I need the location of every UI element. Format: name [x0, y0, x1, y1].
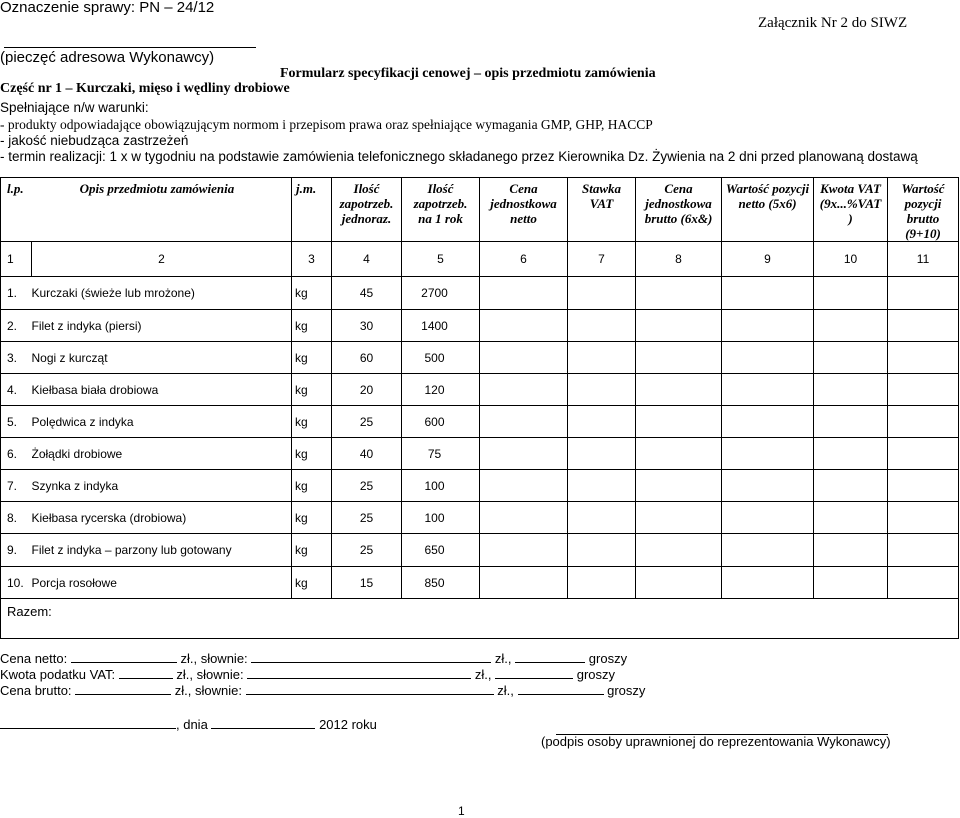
- row-value-brutto-input[interactable]: [888, 374, 959, 406]
- table-row: [1, 277, 959, 310]
- header-vat-rate: Stawka VAT: [568, 178, 636, 242]
- netto-label: Cena netto:: [0, 651, 68, 666]
- row-vat-amount-input[interactable]: [814, 310, 888, 342]
- row-value-brutto-input[interactable]: [888, 406, 959, 438]
- table-row: [1, 438, 959, 470]
- row-lp: 3.: [1, 342, 32, 374]
- stamp-signature-line: [4, 47, 256, 48]
- row-vat-amount-input[interactable]: [814, 374, 888, 406]
- row-price-netto-input[interactable]: [480, 277, 568, 310]
- row-qty-once: 25: [332, 470, 402, 502]
- stamp-label: (pieczęć adresowa Wykonawcy): [0, 49, 215, 66]
- row-value-netto-input[interactable]: [722, 342, 814, 374]
- row-price-netto-input[interactable]: [480, 310, 568, 342]
- row-qty-year: 1400: [402, 310, 480, 342]
- row-value-brutto-input[interactable]: [888, 438, 959, 470]
- row-lp: 10.: [1, 567, 32, 599]
- brutto-amount-field[interactable]: [75, 684, 171, 695]
- row-name: Filet z indyka (piersi): [32, 310, 292, 342]
- total-label: Razem:: [1, 599, 959, 639]
- row-vat-input[interactable]: [568, 342, 636, 374]
- row-value-brutto-input[interactable]: [888, 310, 959, 342]
- column-number-row: [1, 242, 959, 277]
- row-unit: kg: [292, 277, 332, 310]
- row-value-brutto-input[interactable]: [888, 470, 959, 502]
- column-number: 4: [332, 242, 402, 277]
- row-qty-year: 650: [402, 534, 480, 567]
- row-qty-year: 850: [402, 567, 480, 599]
- brutto-zl-label: zł.,: [497, 683, 514, 698]
- row-value-brutto-input[interactable]: [888, 534, 959, 567]
- row-lp: 6.: [1, 438, 32, 470]
- header-value-brutto: Wartość pozycji brutto (9+10): [888, 178, 959, 242]
- row-unit: kg: [292, 470, 332, 502]
- row-vat-amount-input[interactable]: [814, 502, 888, 534]
- row-qty-year: 100: [402, 470, 480, 502]
- row-value-brutto-input[interactable]: [888, 342, 959, 374]
- place-field[interactable]: [0, 718, 176, 729]
- brutto-groszy-field[interactable]: [518, 684, 604, 695]
- brutto-groszy-label: groszy: [607, 683, 646, 698]
- netto-words-field[interactable]: [251, 652, 491, 663]
- summary-vat: [0, 667, 615, 682]
- row-price-netto-input[interactable]: [480, 438, 568, 470]
- row-vat-input[interactable]: [568, 438, 636, 470]
- vat-groszy-label: groszy: [576, 667, 616, 682]
- row-value-netto-input[interactable]: [722, 374, 814, 406]
- row-lp: 2.: [1, 310, 32, 342]
- table-row: [1, 374, 959, 406]
- total-row: [1, 599, 959, 639]
- row-price-brutto-input[interactable]: [636, 438, 722, 470]
- requirement-line: Spełniające n/w warunki:: [0, 100, 149, 115]
- row-value-netto-input[interactable]: [722, 470, 814, 502]
- row-qty-year: 120: [402, 374, 480, 406]
- row-vat-amount-input[interactable]: [814, 534, 888, 567]
- row-lp: 4.: [1, 374, 32, 406]
- header-description: Opis przedmiotu zamówienia: [79, 181, 235, 196]
- year-label: 2012 roku: [319, 717, 377, 732]
- row-qty-year: 600: [402, 406, 480, 438]
- row-price-brutto-input[interactable]: [636, 310, 722, 342]
- row-qty-once: 25: [332, 406, 402, 438]
- row-price-netto-input[interactable]: [480, 567, 568, 599]
- vat-groszy-field[interactable]: [495, 668, 573, 679]
- row-lp: 1.: [1, 277, 32, 310]
- row-unit: kg: [292, 374, 332, 406]
- row-price-netto-input[interactable]: [480, 502, 568, 534]
- row-vat-input[interactable]: [568, 374, 636, 406]
- row-price-brutto-input[interactable]: [636, 406, 722, 438]
- row-value-netto-input[interactable]: [722, 502, 814, 534]
- row-lp: 9.: [1, 534, 32, 567]
- row-vat-input[interactable]: [568, 406, 636, 438]
- row-qty-once: 25: [332, 534, 402, 567]
- row-vat-amount-input[interactable]: [814, 470, 888, 502]
- row-price-brutto-input[interactable]: [636, 534, 722, 567]
- brutto-words-field[interactable]: [246, 684, 494, 695]
- row-unit: kg: [292, 310, 332, 342]
- case-reference: Oznaczenie sprawy: PN – 24/12: [0, 0, 215, 16]
- row-qty-year: 75: [402, 438, 480, 470]
- row-value-brutto-input[interactable]: [888, 277, 959, 310]
- row-vat-amount-input[interactable]: [814, 567, 888, 599]
- row-qty-year: 100: [402, 502, 480, 534]
- header-vat-amount: Kwota VAT (9x...%VAT ): [814, 178, 888, 242]
- column-number: 10: [814, 242, 888, 277]
- row-qty-once: 25: [332, 502, 402, 534]
- brutto-label: Cena brutto:: [0, 683, 72, 698]
- place-date-line: [0, 717, 377, 732]
- row-price-netto-input[interactable]: [480, 374, 568, 406]
- requirement-line: - produkty odpowiadające obowiązującym normom i przepisom prawa oraz spełniające wymagania GMP, GHP, HACCP: [0, 117, 653, 132]
- row-value-netto-input[interactable]: [722, 406, 814, 438]
- table-row: [1, 342, 959, 374]
- row-name: Nogi z kurcząt: [32, 342, 292, 374]
- column-number: 3: [292, 242, 332, 277]
- row-qty-once: 15: [332, 567, 402, 599]
- header-qty-once: Ilość zapotrzeb. jednoraz.: [332, 178, 402, 242]
- row-price-netto-input[interactable]: [480, 342, 568, 374]
- row-name: Szynka z indyka: [32, 470, 292, 502]
- row-vat-input[interactable]: [568, 567, 636, 599]
- row-name: Kurczaki (świeże lub mrożone): [32, 277, 292, 310]
- row-vat-input[interactable]: [568, 534, 636, 567]
- vat-label: Kwota podatku VAT:: [0, 667, 116, 682]
- row-qty-year: 500: [402, 342, 480, 374]
- table-row: [1, 310, 959, 342]
- row-lp: 5.: [1, 406, 32, 438]
- row-value-brutto-input[interactable]: [888, 502, 959, 534]
- table-row: [1, 534, 959, 567]
- vat-amount-field[interactable]: [119, 668, 173, 679]
- row-unit: kg: [292, 567, 332, 599]
- header-value-netto: Wartość pozycji netto (5x6): [722, 178, 814, 242]
- netto-groszy-label: groszy: [588, 651, 628, 666]
- requirement-line: - jakość niebudząca zastrzeżeń: [0, 133, 189, 148]
- row-unit: kg: [292, 342, 332, 374]
- row-qty-once: 40: [332, 438, 402, 470]
- row-price-brutto-input[interactable]: [636, 374, 722, 406]
- row-price-brutto-input[interactable]: [636, 567, 722, 599]
- netto-amount-field[interactable]: [71, 652, 177, 663]
- row-unit: kg: [292, 502, 332, 534]
- vat-words-label: zł., słownie:: [176, 667, 244, 682]
- row-value-netto-input[interactable]: [722, 277, 814, 310]
- row-vat-amount-input[interactable]: [814, 277, 888, 310]
- row-name: Porcja rosołowe: [32, 567, 292, 599]
- row-qty-once: 60: [332, 342, 402, 374]
- row-vat-input[interactable]: [568, 310, 636, 342]
- netto-words-label: zł., słownie:: [180, 651, 248, 666]
- row-name: Kiełbasa biała drobiowa: [32, 374, 292, 406]
- column-number: 7: [568, 242, 636, 277]
- row-price-brutto-input[interactable]: [636, 277, 722, 310]
- row-name: Kiełbasa rycerska (drobiowa): [32, 502, 292, 534]
- row-name: Żołądki drobiowe: [32, 438, 292, 470]
- price-specification-table: [0, 177, 959, 639]
- row-qty-year: 2700: [402, 277, 480, 310]
- summary-netto: [0, 651, 627, 666]
- row-unit: kg: [292, 438, 332, 470]
- row-unit: kg: [292, 406, 332, 438]
- row-value-netto-input[interactable]: [722, 567, 814, 599]
- table-row: [1, 502, 959, 534]
- column-number: 11: [888, 242, 959, 277]
- part-title: Część nr 1 – Kurczaki, mięso i wędliny drobiowe: [0, 81, 290, 96]
- dnia-label: , dnia: [176, 717, 208, 732]
- row-value-netto-input[interactable]: [722, 534, 814, 567]
- header-unit: j.m.: [292, 178, 332, 242]
- row-vat-amount-input[interactable]: [814, 438, 888, 470]
- header-qty-year: Ilość zapotrzeb. na 1 rok: [402, 178, 480, 242]
- vat-words-field[interactable]: [247, 668, 471, 679]
- page-number: 1: [458, 804, 465, 818]
- column-number: 5: [402, 242, 480, 277]
- brutto-words-label: zł., słownie:: [174, 683, 242, 698]
- row-price-netto-input[interactable]: [480, 534, 568, 567]
- header-lp: l.p.: [7, 181, 24, 196]
- row-vat-amount-input[interactable]: [814, 406, 888, 438]
- column-number: 8: [636, 242, 722, 277]
- vat-zl-label: zł.,: [474, 667, 492, 682]
- row-vat-input[interactable]: [568, 502, 636, 534]
- header-unit-price-brutto: Cena jednostkowa brutto (6x&): [636, 178, 722, 242]
- row-price-brutto-input[interactable]: [636, 502, 722, 534]
- signature-label: (podpis osoby uprawnionej do reprezentowania Wykonawcy): [541, 734, 891, 749]
- annex-label: Załącznik Nr 2 do SIWZ: [758, 15, 908, 31]
- row-lp: 8.: [1, 502, 32, 534]
- table-header-row: [1, 178, 959, 242]
- column-number: 9: [722, 242, 814, 277]
- table-row: [1, 406, 959, 438]
- netto-groszy-field[interactable]: [515, 652, 585, 663]
- row-name: Filet z indyka – parzony lub gotowany: [32, 534, 292, 567]
- row-vat-input[interactable]: [568, 277, 636, 310]
- table-row: [1, 470, 959, 502]
- requirement-line: - termin realizacji: 1 x w tygodniu na podstawie zamówienia telefonicznego składanego przez Kierownika Dz. Żywienia na 2 dni przed planowaną dostawą: [0, 149, 918, 164]
- column-number: 2: [32, 242, 292, 277]
- row-price-brutto-input[interactable]: [636, 342, 722, 374]
- row-vat-input[interactable]: [568, 470, 636, 502]
- row-price-netto-input[interactable]: [480, 406, 568, 438]
- row-qty-once: 20: [332, 374, 402, 406]
- summary-brutto: [0, 683, 645, 698]
- header-unit-price-netto: Cena jednostkowa netto: [480, 178, 568, 242]
- column-number: 1: [1, 242, 32, 277]
- row-qty-once: 30: [332, 310, 402, 342]
- column-number: 6: [480, 242, 568, 277]
- form-title: Formularz specyfikacji cenowej – opis przedmiotu zamówienia: [280, 66, 656, 81]
- row-lp: 7.: [1, 470, 32, 502]
- row-price-brutto-input[interactable]: [636, 470, 722, 502]
- row-value-netto-input[interactable]: [722, 438, 814, 470]
- row-name: Polędwica z indyka: [32, 406, 292, 438]
- row-vat-amount-input[interactable]: [814, 342, 888, 374]
- row-price-netto-input[interactable]: [480, 470, 568, 502]
- row-unit: kg: [292, 534, 332, 567]
- row-value-netto-input[interactable]: [722, 310, 814, 342]
- date-field[interactable]: [211, 718, 315, 729]
- netto-zl-label: zł.,: [494, 651, 512, 666]
- row-qty-once: 45: [332, 277, 402, 310]
- row-value-brutto-input[interactable]: [888, 567, 959, 599]
- table-row: [1, 567, 959, 599]
- header-cell-lp-desc: [1, 178, 292, 242]
